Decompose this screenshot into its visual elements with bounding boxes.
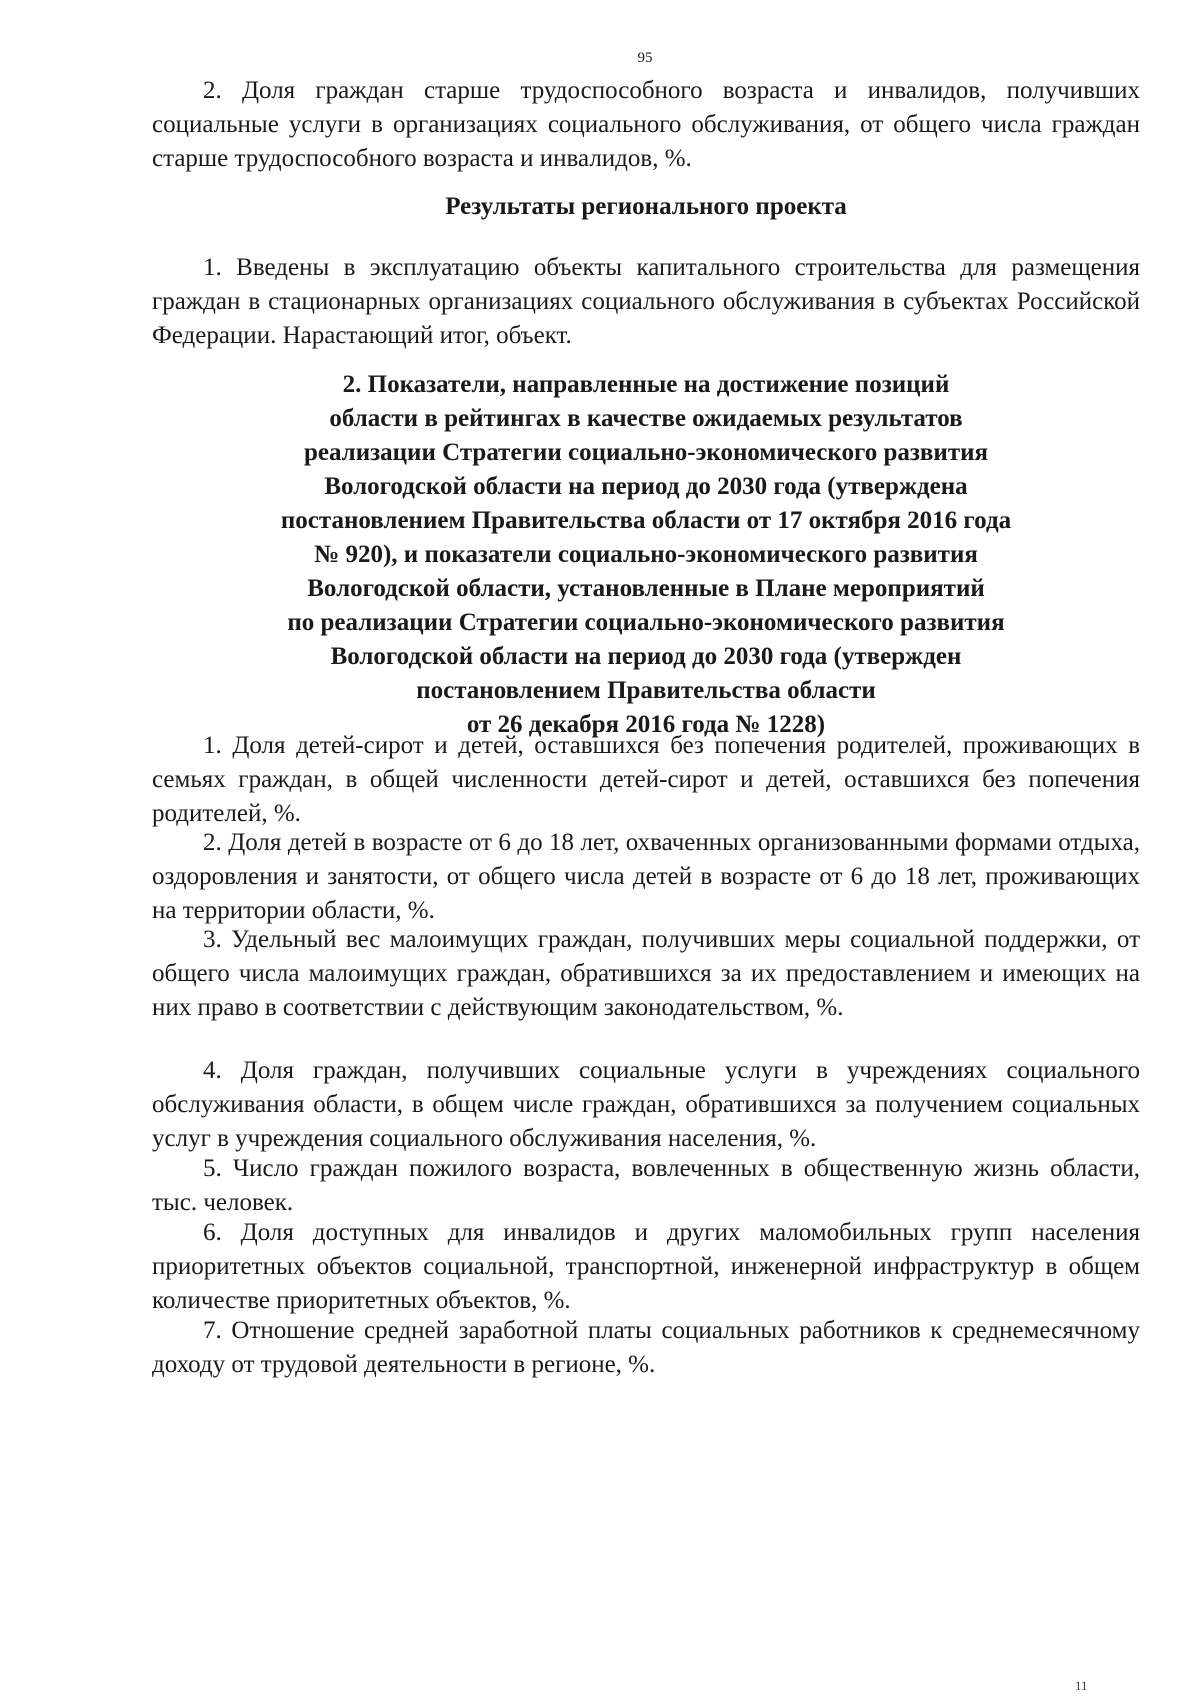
indicator-item-5: 5. Число граждан пожилого возраста, вовлеченных в общественную жизнь области, тыс. человек. [152, 1155, 1140, 1216]
section-heading-line: Вологодской области на период до 2030 года (утверждена [324, 473, 968, 500]
section-heading-line: от 26 декабря 2016 года № 1228) [466, 711, 826, 738]
section-heading [100, 368, 1192, 742]
section-heading-line: 2. Показатели, направленные на достижение позиций [342, 371, 950, 398]
indicator-item-7: 7. Отношение средней заработной платы социальных работников к среднемесячному доходу от трудовой деятельности в регионе, %. [152, 1317, 1140, 1378]
result-item: 1. Введены в эксплуатацию объекты капитального строительства для размещения граждан в стационарных организациях социального обслуживания в субъектах Российской Федерации. Нарастающий итог, объект. [152, 254, 1140, 349]
indicator-item-4: 4. Доля граждан, получивших социальные услуги в учреждениях социального обслуживания области, в общем числе граждан, обратившихся за получением социальных услуг в учреждения социального обслуживания населения, %. [152, 1057, 1140, 1152]
indicator-item-2: 2. Доля детей в возрасте от 6 до 18 лет, охваченных организованными формами отдыха, оздоровления и занятости, от общего числа детей в возрасте от 6 до 18 лет, проживающих на территории области, %. [152, 829, 1140, 924]
section-heading-line: реализации Стратегии социально-экономического развития [303, 439, 989, 466]
indicator-item-3: 3. Удельный вес малоимущих граждан, получивших меры социальной поддержки, от общего числа малоимущих граждан, обратившихся за их предоставлением и имеющих на них право в соответствии с действующим законодательством, %. [152, 926, 1140, 1021]
section-heading-line: Вологодской области на период до 2030 года (утвержден [330, 643, 962, 670]
corner-mark: 11 [1075, 1678, 1088, 1693]
section-heading-line: № 920), и показатели социально-экономического развития [314, 541, 978, 568]
intro-item: 2. Доля граждан старше трудоспособного возраста и инвалидов, получивших социальные услуги в организациях социального обслуживания, от общего числа граждан старше трудоспособного возраста и инвалидов, %. [152, 77, 1140, 172]
section-heading-line: области в рейтингах в качестве ожидаемых результатов [329, 405, 963, 432]
results-heading: Результаты регионального проекта [445, 193, 847, 220]
section-heading-line: постановлением Правительства области [416, 677, 876, 704]
indicator-item-6: 6. Доля доступных для инвалидов и других маломобильных групп населения приоритетных объектов социальной, транспортной, инженерной инфраструктур в общем количестве приоритетных объектов, %. [152, 1219, 1140, 1314]
section-heading-line: Вологодской области, установленные в Плане мероприятий [307, 575, 985, 602]
indicator-item-1: 1. Доля детей-сирот и детей, оставшихся без попечения родителей, проживающих в семьях граждан, в общей численности детей-сирот и детей, оставшихся без попечения родителей, %. [152, 732, 1140, 827]
section-heading-line: постановлением Правительства области от 17 октября 2016 года [280, 507, 1012, 534]
page-number: 95 [637, 50, 653, 66]
section-heading-line: по реализации Стратегии социально-экономического развития [287, 609, 1005, 636]
